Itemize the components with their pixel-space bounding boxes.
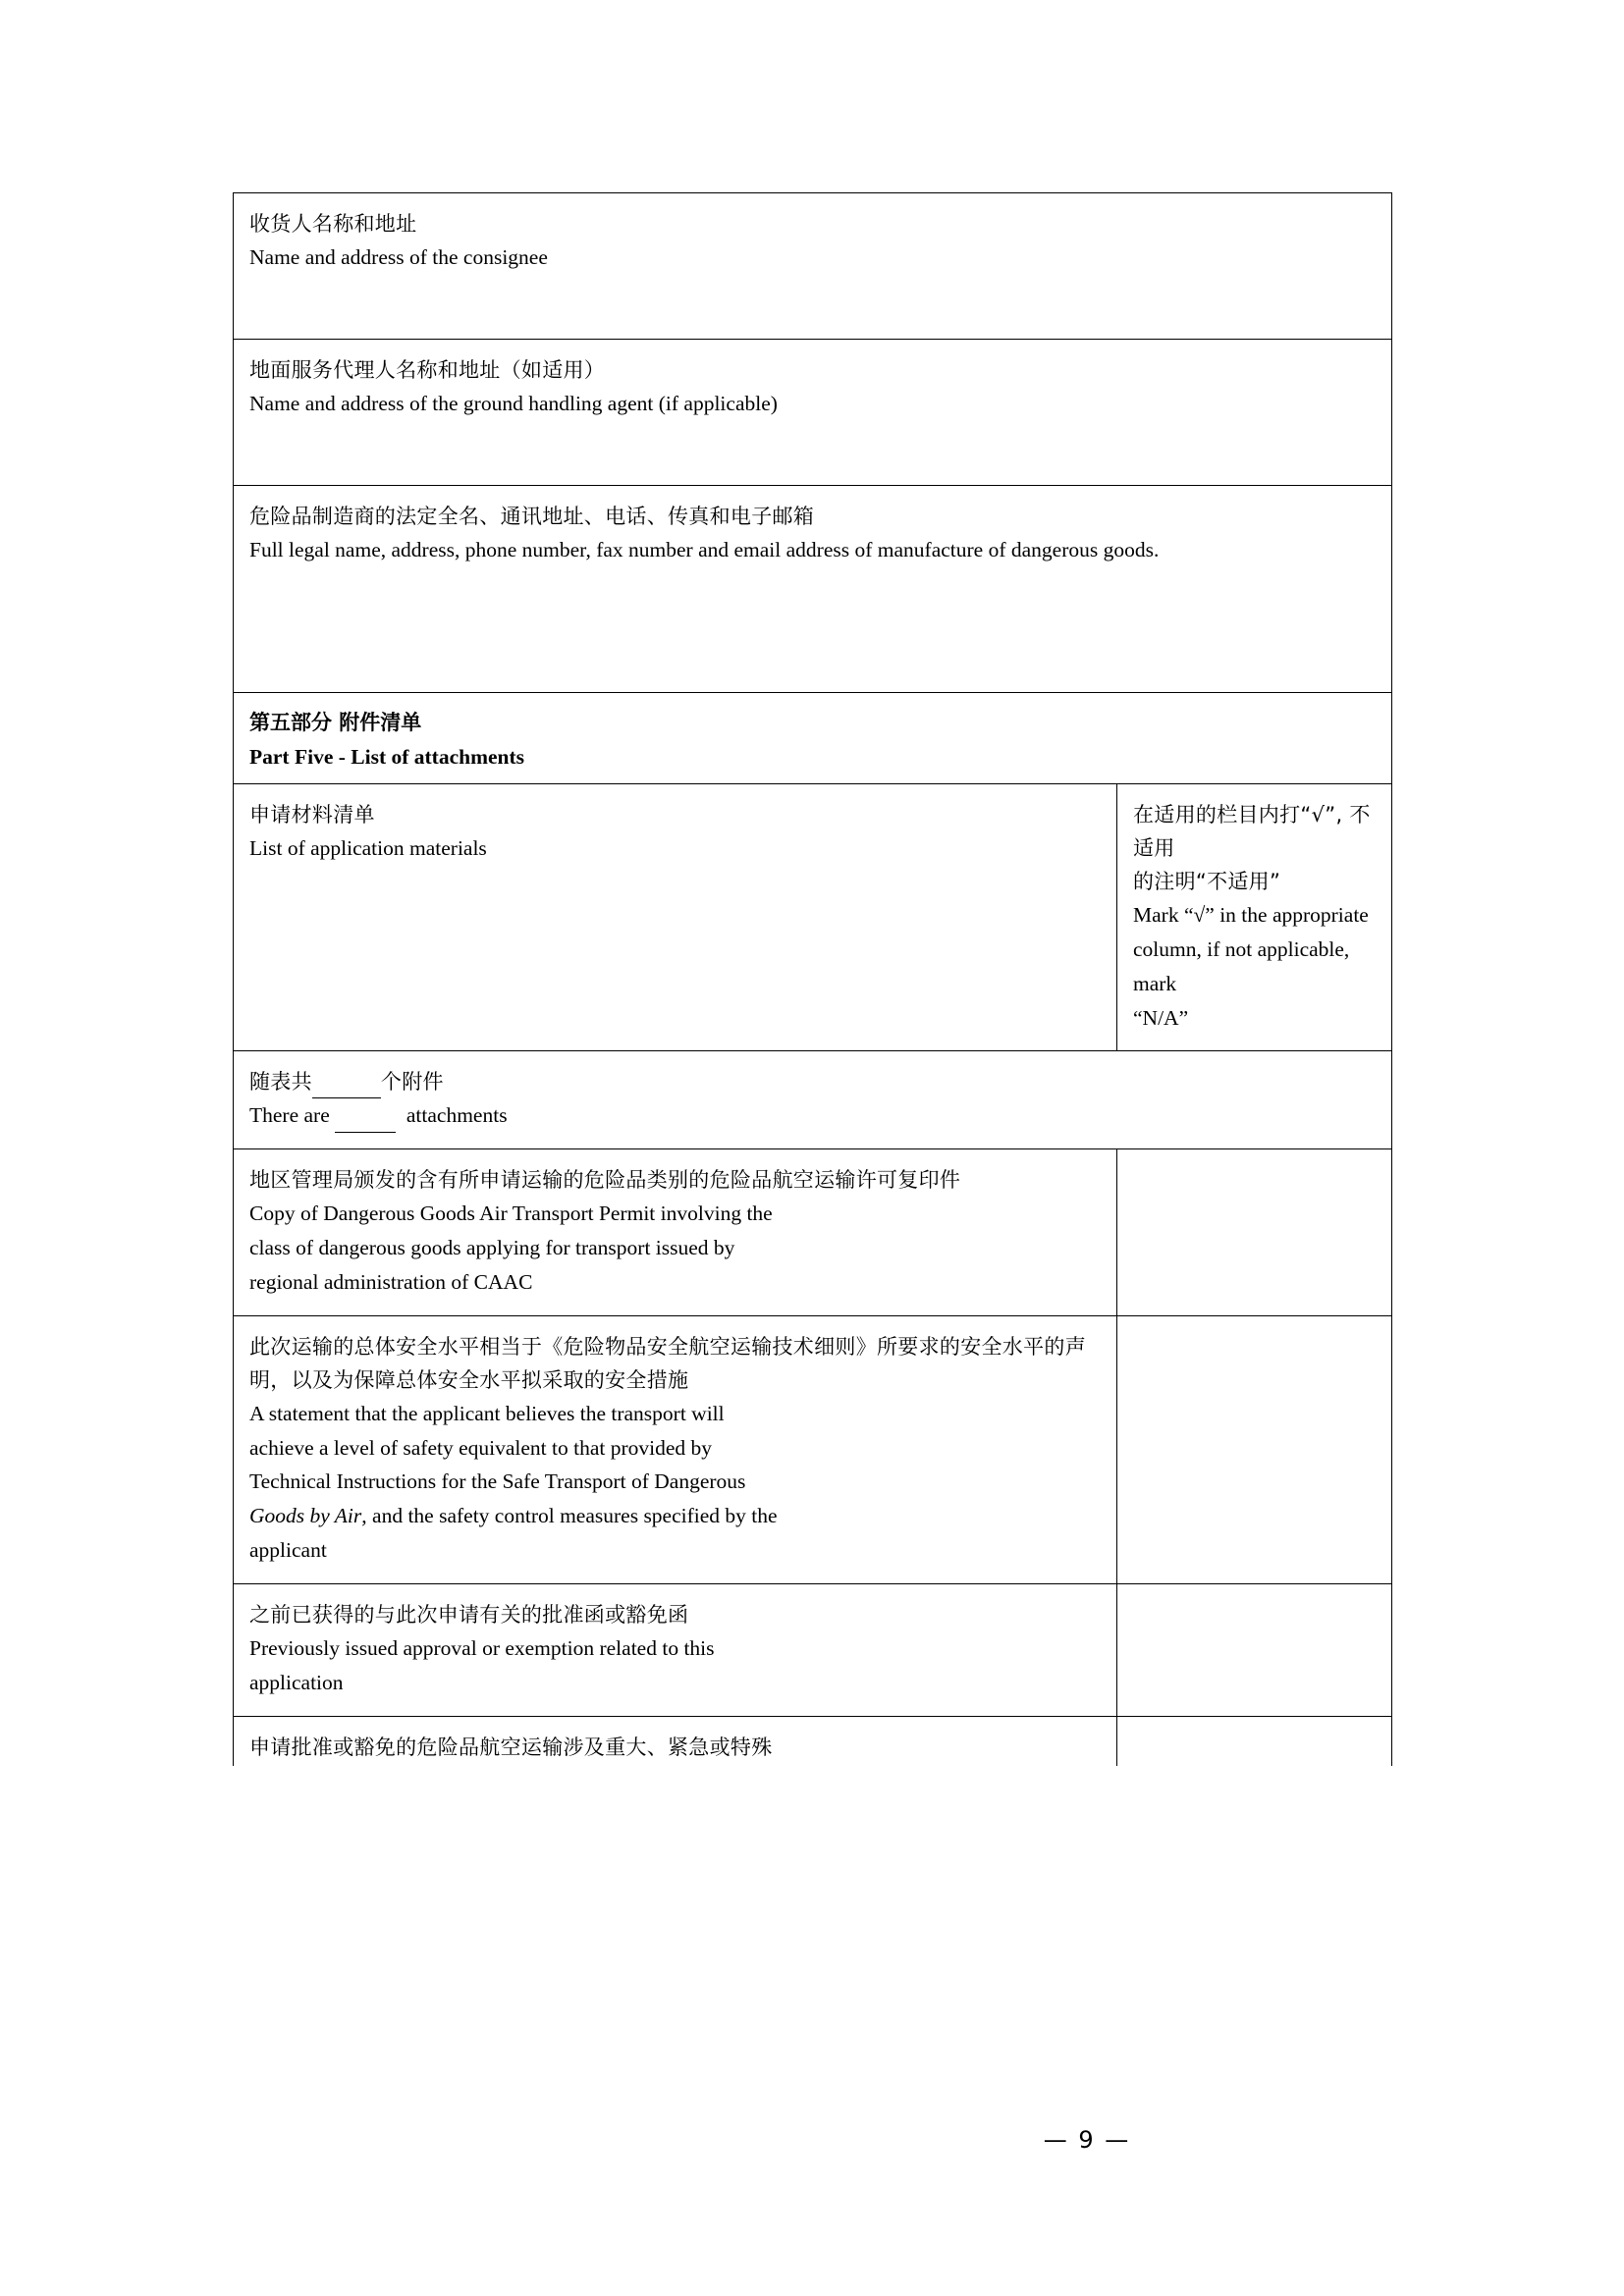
cell-last-partial bbox=[234, 1716, 1117, 1766]
cell-permit-copy bbox=[234, 1149, 1117, 1316]
checkbox-cell-safety-statement[interactable] bbox=[1117, 1315, 1392, 1583]
safety-statement-en-line2: achieve a level of safety equivalent to that provided by bbox=[249, 1435, 713, 1460]
attachment-count-cn bbox=[249, 1065, 1376, 1098]
mark-instruction-en-line1: Mark “√” in the appropriate bbox=[1133, 903, 1369, 928]
previous-approval-cn: 之前已获得的与此次申请有关的批准函或豁免函 bbox=[249, 1602, 689, 1627]
list-materials-label-en: List of application materials bbox=[249, 836, 487, 860]
attachment-count-cn-after: 个附件 bbox=[380, 1070, 444, 1095]
cell-ground-handling-agent bbox=[234, 340, 1392, 486]
safety-statement-en-line5: applicant bbox=[249, 1538, 327, 1563]
mark-instruction-cn-line1: 在适用的栏目内打“√”, 不适用 bbox=[1133, 802, 1371, 860]
attachment-count-en-after: attachments bbox=[406, 1103, 508, 1128]
checkbox-cell-last-partial[interactable] bbox=[1117, 1716, 1392, 1766]
mark-instruction-cn-line2: 的注明“不适用” bbox=[1133, 870, 1281, 894]
attachment-count-blank-cn[interactable] bbox=[312, 1079, 381, 1098]
previous-approval-en-line1: Previously issued approval or exemption related to this bbox=[249, 1635, 715, 1660]
page-number: — 9 — bbox=[1043, 2126, 1131, 2154]
safety-statement-en-line4-italic: Goods by Air bbox=[249, 1504, 362, 1528]
manufacturer-label-cn: 危险品制造商的法定全名、通讯地址、电话、传真和电子邮箱 bbox=[249, 505, 815, 528]
consignee-label-en: Name and address of the consignee bbox=[249, 245, 548, 270]
cell-attachment-count bbox=[234, 1051, 1392, 1149]
mark-instruction-en-line2: column, if not applicable, mark bbox=[1133, 936, 1350, 995]
previous-approval-en-line2: application bbox=[249, 1670, 344, 1694]
mark-instruction-en-line3: “N/A” bbox=[1133, 1005, 1189, 1030]
checkbox-cell-previous-approval[interactable] bbox=[1117, 1583, 1392, 1716]
table-row-last-partial bbox=[234, 1716, 1392, 1766]
permit-copy-en-line3: regional administration of CAAC bbox=[249, 1269, 533, 1294]
part-five-title-cn: 第五部分 附件清单 bbox=[249, 711, 422, 734]
table-row-permit-copy bbox=[234, 1149, 1392, 1316]
manufacturer-label-en: Full legal name, address, phone number, fax number and email address of manufacture of dangerous goods. bbox=[249, 538, 1160, 562]
table-row-safety-statement bbox=[234, 1315, 1392, 1583]
permit-copy-en-line2: class of dangerous goods applying for transport issued by bbox=[249, 1236, 735, 1260]
cell-mark-instruction bbox=[1117, 783, 1392, 1050]
last-partial-cn: 申请批准或豁免的危险品航空运输涉及重大、紧急或特殊 bbox=[249, 1735, 773, 1759]
attachment-count-en bbox=[249, 1098, 1376, 1133]
cell-previous-approval bbox=[234, 1583, 1117, 1716]
table-row-attachment-count bbox=[234, 1051, 1392, 1149]
table-row-part-five-header bbox=[234, 693, 1392, 784]
list-materials-label-cn: 申请材料清单 bbox=[249, 802, 375, 827]
permit-copy-cn: 地区管理局颁发的含有所申请运输的危险品类别的危险品航空运输许可复印件 bbox=[249, 1168, 961, 1193]
safety-statement-cn: 此次运输的总体安全水平相当于《危险物品安全航空运输技术细则》所要求的安全水平的声明，以及为保障总体安全水平拟采取的安全措施 bbox=[249, 1334, 1086, 1392]
application-form-table bbox=[233, 192, 1392, 1766]
consignee-label-cn: 收货人名称和地址 bbox=[249, 212, 417, 236]
cell-consignee bbox=[234, 193, 1392, 340]
safety-statement-en-line4 bbox=[249, 1499, 1101, 1533]
safety-statement-en-line4-rest: , and the safety control measures specified by the bbox=[361, 1504, 778, 1528]
attachment-count-blank-en[interactable] bbox=[335, 1115, 396, 1133]
safety-statement-en-line1: A statement that the applicant believes the transport will bbox=[249, 1401, 725, 1425]
attachment-count-cn-before: 随表共 bbox=[249, 1070, 312, 1095]
checkbox-cell-permit-copy[interactable] bbox=[1117, 1149, 1392, 1316]
cell-list-of-materials bbox=[234, 783, 1117, 1050]
safety-statement-en-line3: Technical Instructions for the Safe Transport of Dangerous bbox=[249, 1469, 746, 1494]
attachment-count-en-before: There are bbox=[249, 1103, 330, 1128]
table-row-consignee bbox=[234, 193, 1392, 340]
cell-safety-statement bbox=[234, 1315, 1117, 1583]
table-row-ground-handling-agent bbox=[234, 340, 1392, 486]
table-row-previous-approval bbox=[234, 1583, 1392, 1716]
ground-agent-label-cn: 地面服务代理人名称和地址（如适用） bbox=[249, 358, 606, 382]
permit-copy-en-line1: Copy of Dangerous Goods Air Transport Permit involving the bbox=[249, 1201, 773, 1226]
part-five-title-en: Part Five - List of attachments bbox=[249, 744, 525, 769]
cell-part-five-header bbox=[234, 693, 1392, 784]
table-row-list-header bbox=[234, 783, 1392, 1050]
cell-manufacturer bbox=[234, 486, 1392, 693]
table-row-manufacturer bbox=[234, 486, 1392, 693]
ground-agent-label-en: Name and address of the ground handling agent (if applicable) bbox=[249, 392, 778, 416]
